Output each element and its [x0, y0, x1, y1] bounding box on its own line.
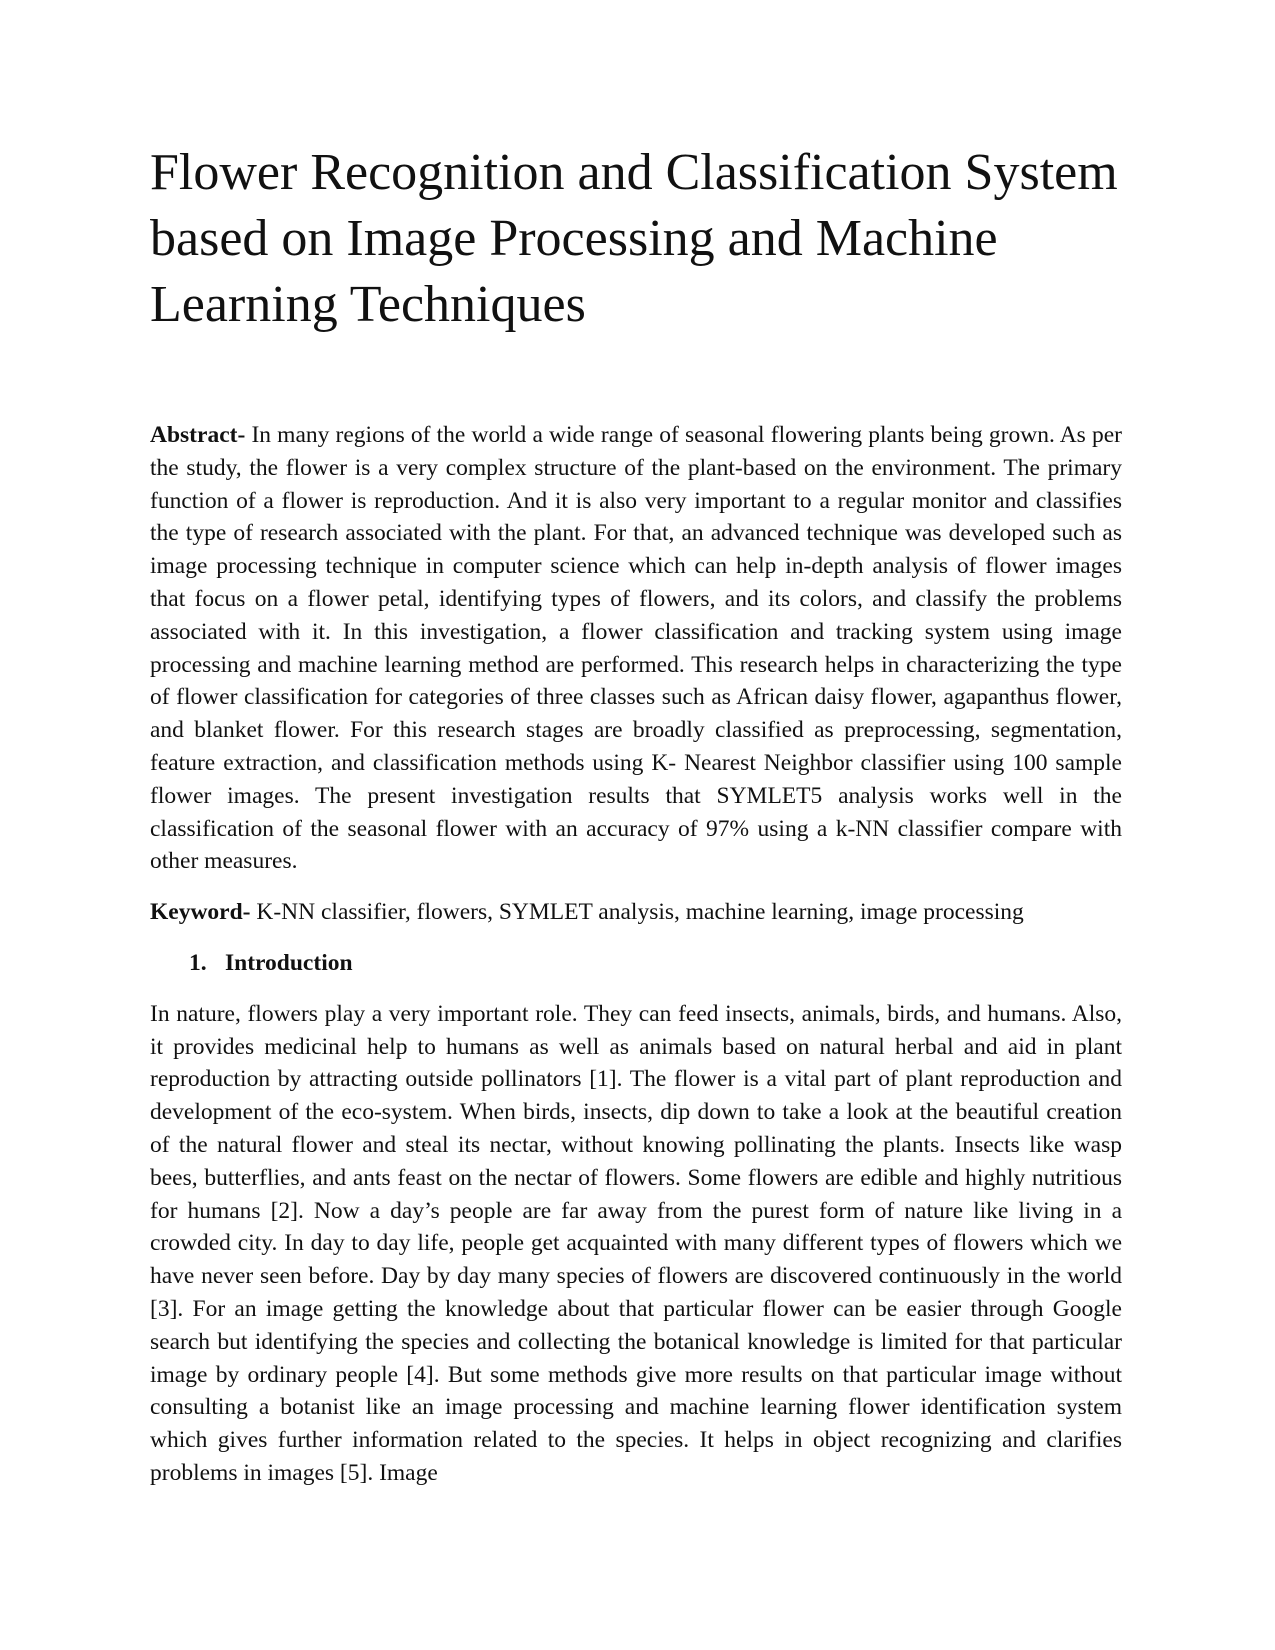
- paper-title: Flower Recognition and Classification System based on Image Processing and Machine Learning Techniques: [150, 144, 1118, 333]
- abstract-label: Abstract-: [150, 422, 246, 448]
- keyword-label: Keyword-: [150, 899, 251, 926]
- introduction-paragraph: In nature, flowers play a very important role. They can feed insects, animals, birds, and humans. Also, it provides medicinal help to humans as well as animals based on natural herbal and aid in plant reproduction by attracting outside pollinators [1]. The flower is a vital part of plant reproduction and development of the eco-system. When birds, insects, dip down to take a look at the beautiful creation of the natural flower and steal its nectar, without knowing pollinating the plants. Insects like wasp bees, butterflies, and ants feast on the nectar of flowers. Some flowers are edible and highly nutritious for humans [2]. Now a day’s people are far away from the purest form of nature like living in a crowded city. In day to day life, people get acquainted with many different types of flowers which we have never seen before. Day by day many species of flowers are discovered continuously in the world [3]. For an image getting the knowledge about that particular flower can be easier through Google search but identifying the species and collecting the botanical knowledge is limited for that particular image by ordinary people [4]. But some methods give more results on that particular image without consulting a botanist like an image processing and machine learning flower identification system which gives further information related to the species. It helps in object recognizing and clarifies problems in images [5]. Image: [150, 1000, 1122, 1486]
- keyword-paragraph: [150, 896, 1122, 929]
- keyword-text: K-NN classifier, flowers, SYMLET analysis, machine learning, image processing: [250, 899, 1024, 926]
- paper-content: [150, 140, 1122, 1490]
- section-heading-introduction: [189, 947, 1122, 980]
- abstract-text: In many regions of the world a wide range of seasonal flowering plants being grown. As per the study, the flower is a very complex structure of the plant-based on the environment. The primary function of a flower is reproduction. And it is also very important to a regular monitor and classifies the type of research associated with the plant. For that, an advanced technique was developed such as image processing technique in computer science which can help in-depth analysis of flower images that focus on a flower petal, identifying types of flowers, and its colors, and classify the problems associated with it. In this investigation, a flower classification and tracking system using image processing and machine learning method are performed. This research helps in characterizing the type of flower classification for categories of three classes such as African daisy flower, agapanthus flower, and blanket flower. For this research stages are broadly classified as preprocessing, segmentation, feature extraction, and classification methods using K- Nearest Neighbor classifier using 100 sample flower images. The present investigation results that SYMLET5 analysis works well in the classification of the seasonal flower with an accuracy of 97% using a k-NN classifier compare with other measures.: [150, 422, 1122, 875]
- section-title: Introduction: [225, 949, 353, 976]
- section-number: 1.: [189, 949, 207, 976]
- abstract-paragraph: [150, 419, 1122, 878]
